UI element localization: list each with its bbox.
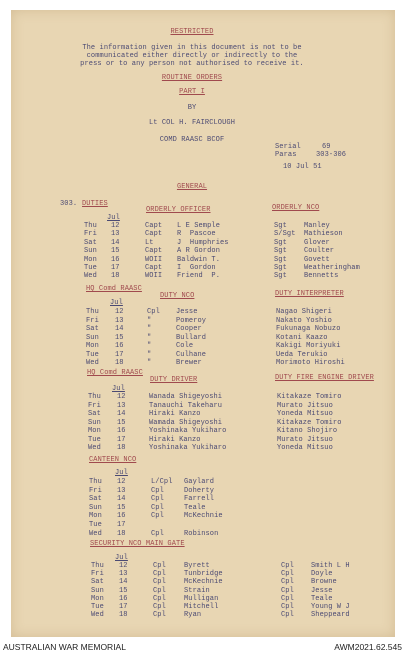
day-label: Sun [84,247,97,256]
footer-bar [0,640,407,653]
rank-label: Lt [145,238,154,247]
rank-label: Cpl [281,594,294,603]
day-label: Sun [91,586,104,595]
issuing-officer: Lt COL H. FAIRCLOUGH [148,119,235,127]
date-label: 18 [117,529,126,538]
nco-rank: Sgt [274,247,287,256]
order-date: 10 Jul 51 [283,163,322,171]
day-label: Tue [89,521,102,529]
rank-label: " [147,350,152,359]
date-label: 16 [117,427,126,435]
interpreter-name: Nakato Yoshio [276,316,332,325]
officer-name: L E Semple [177,222,221,230]
nco-name: Ryan [184,611,202,620]
notice-line: The information given in this document is not to be [82,44,302,52]
date-label: 15 [117,503,126,512]
fire-driver-name: Kitakaze Tomiro [277,393,342,401]
day-label: Sat [86,325,99,333]
date-label: 14 [119,578,128,587]
month-label: Jul [115,469,128,477]
nco-name: Byrett [184,562,210,570]
nco-name: Jesse [176,308,198,316]
day-label: Mon [84,255,97,264]
nco-name: Culhane [176,350,207,359]
nco-name: Weatheringham [304,264,360,272]
nco-name: Jesse [311,586,333,595]
day-label: Mon [88,427,101,435]
nco-name: Teale [311,594,333,603]
part-label: PART I [179,88,205,96]
fire-driver-name: Yoneda Mitsuo [277,410,333,418]
day-label: Wed [89,529,102,538]
date-label: 12 [119,562,128,570]
duty-fire-engine-heading: DUTY FIRE ENGINE DRIVER [275,374,374,382]
orderly-officer-heading: ORDERLY OFFICER [146,206,211,214]
rank-label: WOII [145,272,163,281]
driver-name: Hiraki Kanzo [149,410,201,418]
month-label: Jul [110,299,123,307]
date-label: 18 [119,611,128,620]
rank-label: Cpl [151,495,164,504]
nco-name: Teale [184,503,206,512]
by-label: BY [187,104,197,112]
date-label: 16 [119,594,128,603]
nco-rank: Sgt [274,255,287,264]
nco-name: McKechnie [184,512,223,521]
duties-heading: DUTIES [82,200,108,208]
footer-accession-number: AWM2021.62.545 [334,642,402,652]
rank-label: Cpl [153,611,166,620]
officer-name: R Pascoe [177,230,216,239]
interpreter-name: Kakigi Moriyuki [276,342,341,350]
date-label: 17 [111,264,120,272]
rank-label: Cpl [281,562,294,570]
date-label: 13 [117,401,126,410]
nco-name: Tunbridge [184,570,223,579]
nco-name: Pomeroy [176,316,207,325]
nco-name: Robinson [184,529,219,538]
date-label: 15 [119,586,128,595]
fire-driver-name: Murato Jitsuo [277,401,333,410]
month-label: Jul [112,385,125,393]
paragraph-number: 303. [60,200,78,208]
rank-label: Cpl [151,512,164,521]
interpreter-name: Fukunaga Nobuzo [276,325,341,333]
nco-rank: S/Sgt [274,230,296,239]
command-name: COMD RAASC BCOF [159,136,225,144]
rank-label: Cpl [281,578,294,587]
date-label: 17 [115,350,124,359]
rank-label: Capt [145,230,163,239]
rank-label: Cpl [151,529,164,538]
nco-name: Young W J [311,603,350,611]
date-label: 18 [111,272,120,281]
orders-title: ROUTINE ORDERS [161,74,223,82]
nco-name: Farrell [184,495,215,504]
date-label: 14 [115,325,124,333]
date-label: 13 [117,486,126,495]
date-label: 14 [117,495,126,504]
rank-label: " [147,342,152,350]
nco-name: Cooper [176,325,202,333]
officer-name: I Gordon [177,264,216,272]
rank-label: Capt [145,247,163,256]
officer-name: Baldwin T. [177,255,221,264]
rank-label: WOII [145,255,163,264]
rank-label: Cpl [281,570,294,579]
nco-name: Cole [176,342,194,350]
nco-name: Doyle [311,570,333,579]
fire-driver-name: Yoneda Mitsuo [277,444,333,452]
nco-name: Doherty [184,486,215,495]
nco-name: Manley [304,222,330,230]
nco-name: Govett [304,255,330,264]
nco-rank: Sgt [274,264,287,272]
fire-driver-name: Murato Jitsuo [277,435,333,444]
officer-name: J Humphries [177,238,229,247]
day-label: Sun [86,333,99,342]
day-label: Tue [88,435,101,444]
day-label: Sat [89,495,102,504]
nco-name: Mitchell [184,603,219,611]
interpreter-name: Nagao Shigeri [276,308,332,316]
rank-label: Cpl [153,603,166,611]
duty-nco-heading: DUTY NCO [160,292,195,300]
date-label: 18 [117,444,126,452]
section-heading-general: GENERAL [176,183,208,191]
date-label: 15 [111,247,120,256]
classification-marking: RESTRICTED [170,28,214,36]
rank-label: Cpl [153,570,166,579]
nco-name: Brewer [176,359,202,367]
day-label: Tue [86,350,99,359]
nco-name: Coulter [304,247,335,256]
nco-name: McKechnie [184,578,223,587]
rank-label: Cpl [281,603,294,611]
nco-name: Browne [311,578,337,587]
day-label: Thu [84,222,97,230]
duty-driver-heading: DUTY DRIVER [150,376,198,384]
nco-name: Smith L H [311,562,350,570]
rank-label: " [147,359,152,367]
rank-label: Cpl [153,586,166,595]
date-label: 18 [115,359,124,367]
paras-label: Paras [275,151,297,159]
day-label: Wed [91,611,104,620]
day-label: Mon [86,342,99,350]
date-label: 13 [119,570,128,579]
day-label: Sat [84,238,97,247]
driver-name: Tanauchi Takeharu [149,401,223,410]
officer-name: Friend P. [177,272,221,281]
notice-line: press or to any person not authorised to receive it. [80,60,304,68]
nco-name: Mathieson [304,230,343,239]
day-label: Fri [91,570,104,579]
nco-name: Sheppeard [311,611,350,620]
serial-value: 69 [322,143,331,151]
day-label: Sun [89,503,102,512]
month-label: Jul [115,554,128,562]
rank-label: Cpl [153,578,166,587]
notice-line: communicated either directly or indirectly to the [86,52,298,60]
date-label: 14 [111,238,120,247]
driver-name: Wanada Shigeyoshi [149,393,223,401]
canteen-nco-heading: CANTEEN NCO [89,456,137,464]
day-label: Fri [88,401,101,410]
date-label: 16 [111,255,120,264]
day-label: Sat [88,410,101,418]
date-label: 16 [115,342,124,350]
serial-label: Serial [275,143,301,151]
date-label: 15 [115,333,124,342]
nco-name: Glover [304,238,330,247]
rank-label: Cpl [147,308,160,316]
fire-driver-name: Kitano Shojiro [277,427,338,435]
rank-label: " [147,333,152,342]
day-label: Tue [91,603,104,611]
nco-rank: Sgt [274,238,287,247]
rank-label: Cpl [281,586,294,595]
day-label: Mon [91,594,104,603]
security-nco-heading: SECURITY NCO MAIN GATE [90,540,185,548]
day-label: Fri [84,230,97,239]
driver-name: Wamada Shigeyoshi [149,418,223,427]
rank-label: " [147,316,152,325]
interpreter-name: Kotani Kaazo [276,333,328,342]
date-label: 16 [117,512,126,521]
driver-name: Yoshinaka Yukiharo [149,444,227,452]
officer-name: A R Gordon [177,247,221,256]
driver-name: Yoshinaka Yukiharo [149,427,227,435]
nco-name: Gaylard [184,478,215,486]
interpreter-name: Morimoto Hiroshi [276,359,345,367]
unit-heading: HQ Comd RAASC [86,285,142,293]
fire-driver-name: Kitakaze Tomiro [277,418,342,427]
day-label: Mon [89,512,102,521]
footer-institution: AUSTRALIAN WAR MEMORIAL [3,642,126,652]
day-label: Wed [84,272,97,281]
rank-label: Cpl [281,611,294,620]
rank-label: Capt [145,222,163,230]
orderly-nco-heading: ORDERLY NCO [272,204,320,212]
rank-label: " [147,325,152,333]
rank-label: Cpl [151,503,164,512]
date-label: 12 [117,393,126,401]
rank-label: Cpl [153,562,166,570]
nco-name: Mulligan [184,594,219,603]
day-label: Sat [91,578,104,587]
month-label: Jul [107,214,120,222]
nco-name: Bullard [176,333,207,342]
nco-rank: Sgt [274,272,287,281]
day-label: Fri [86,316,99,325]
day-label: Fri [89,486,102,495]
rank-label: Cpl [151,486,164,495]
date-label: 17 [117,521,126,529]
day-label: Thu [91,562,104,570]
date-label: 17 [119,603,128,611]
day-label: Tue [84,264,97,272]
nco-rank: Sgt [274,222,287,230]
date-label: 13 [115,316,124,325]
date-label: 13 [111,230,120,239]
nco-name: Bennetts [304,272,339,281]
date-label: 17 [117,435,126,444]
day-label: Thu [89,478,102,486]
date-label: 14 [117,410,126,418]
day-label: Wed [86,359,99,367]
day-label: Thu [88,393,101,401]
day-label: Thu [86,308,99,316]
date-label: 12 [111,222,120,230]
nco-name: Strain [184,586,210,595]
rank-label: L/Cpl [151,478,173,486]
rank-label: Capt [145,264,163,272]
rank-label: Cpl [153,594,166,603]
date-label: 15 [117,418,126,427]
day-label: Wed [88,444,101,452]
paras-value: 303-306 [316,151,347,159]
unit-heading: HQ Comd RAASC [87,369,143,377]
day-label: Sun [88,418,101,427]
date-label: 12 [117,478,126,486]
driver-name: Hiraki Kanzo [149,435,201,444]
interpreter-name: Ueda Terukio [276,350,328,359]
date-label: 12 [115,308,124,316]
duty-interpreter-heading: DUTY INTERPRETER [275,290,344,298]
